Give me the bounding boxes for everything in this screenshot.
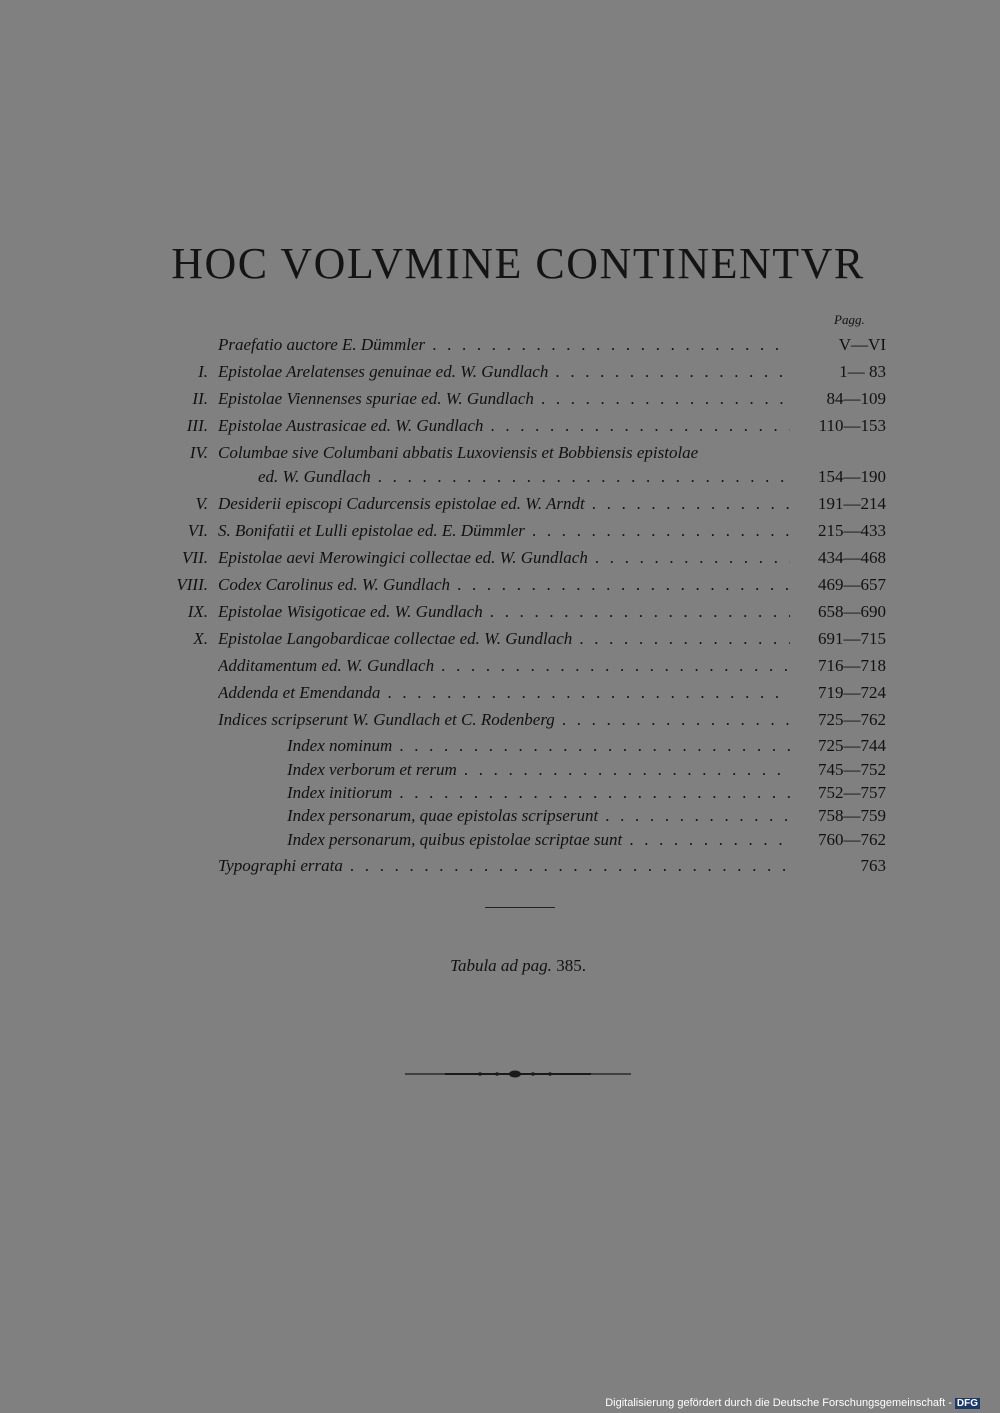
toc-entry-pages: 691—715 [818,629,886,648]
toc-entry-pages: 763 [860,856,886,875]
toc-entry [0,683,1000,707]
toc-entry-pages: 469—657 [818,575,886,594]
toc-entry-title: Addenda et Emendanda . . . [218,683,790,703]
toc-entry [0,736,1000,760]
toc-entry-title: Epistolae aevi Merowingici collectae ed. W. Gundlach . . . [218,548,790,568]
toc-entry [0,443,1000,467]
toc-entry-number: X. [193,629,208,648]
toc-entry [0,521,1000,545]
toc-entry [0,856,1000,880]
toc-entry-title: S. Bonifatii et Lulli epistolae ed. E. Dümmler . . . [218,521,790,541]
toc-entry-number: VIII. [176,575,208,594]
toc-entry-title: Epistolae Viennenses spuriae ed. W. Gundlach . . . [218,389,790,409]
toc-entry-pages: 745—752 [818,760,886,779]
toc-entry-title: Columbae sive Columbani abbatis Luxoviensis et Bobbiensis epistolae [218,443,699,462]
toc-entry-number: VI. [187,521,208,540]
toc-entry-pages: 1— 83 [839,362,886,381]
toc-entry-title: Codex Carolinus ed. W. Gundlach . . . [218,575,790,595]
toc-entry [0,760,1000,784]
toc-entry-number: V. [195,494,208,513]
plate-note-prefix: Tabula ad pag. [450,956,552,975]
toc-entry [0,575,1000,599]
toc-entry-pages: V—VI [838,335,886,354]
toc-entry-title: Index personarum, quae epistolas scripserunt . . . [287,806,790,826]
toc-entry [0,602,1000,626]
plate-note [0,956,1000,976]
plate-note-page: 385. [556,956,586,975]
toc-entry-pages: 84—109 [826,389,886,408]
toc-entry [0,830,1000,854]
page-title: HOC VOLVMINE CONTINENTVR [171,239,865,288]
pages-column-header: Pagg. [834,312,865,327]
toc-entry [0,335,1000,359]
toc-entry [0,656,1000,680]
toc-entry-pages: 752—757 [818,783,886,802]
toc-entry-pages: 725—762 [818,710,886,729]
toc-entry-pages: 719—724 [818,683,886,702]
toc-entry-title: Epistolae Langobardicae collectae ed. W. Gundlach . . . [218,629,790,649]
toc-entry-pages: 716—718 [818,656,886,675]
toc-entry-pages: 110—153 [818,416,886,435]
toc-entry-title: Index verborum et rerum . . . [287,760,790,780]
toc-entry [0,710,1000,734]
toc-entry-pages: 154—190 [818,467,886,486]
toc-entry-title: Additamentum ed. W. Gundlach . . . [218,656,790,676]
toc-entry-pages: 215—433 [818,521,886,540]
toc-entry-title: Epistolae Wisigoticae ed. W. Gundlach . . . [218,602,790,622]
toc-entry-pages: 725—744 [818,736,886,755]
toc-entry-title: Praefatio auctore E. Dümmler . . . [218,335,790,355]
toc-entry-number: III. [186,416,208,435]
toc-entry [0,362,1000,386]
toc-entry-number: I. [198,362,208,381]
divider-rule [485,907,555,908]
toc-entry [0,806,1000,830]
toc-entry-title: Index nominum . . . [287,736,790,756]
toc-entry-number: VII. [182,548,208,567]
toc-entry-title: ed. W. Gundlach . . . [258,467,790,487]
toc-entry-title: Index initiorum . . . [287,783,790,803]
footer-credit [605,1397,980,1409]
toc-entry-pages: 760—762 [818,830,886,849]
toc-entry-pages: 191—214 [818,494,886,513]
toc-entry-title: Typographi errata . . . [218,856,790,876]
toc-entry [0,783,1000,807]
toc-entry [0,389,1000,413]
footer-text: Digitalisierung gefördert durch die Deutsche Forschungsgemeinschaft - [605,1397,952,1409]
toc-entry-title: Epistolae Austrasicae ed. W. Gundlach . . . [218,416,790,436]
toc-entry-title: Epistolae Arelatenses genuinae ed. W. Gundlach . . . [218,362,790,382]
toc-entry [0,548,1000,572]
toc-entry [0,494,1000,518]
dfg-logo: DFG [956,1398,978,1409]
toc-entry-pages: 758—759 [818,806,886,825]
toc-entry [0,467,1000,491]
toc-entry-pages: 658—690 [818,602,886,621]
toc-entry-number: II. [192,389,208,408]
toc-entry [0,416,1000,440]
toc-entry-title: Index personarum, quibus epistolae scriptae sunt . . . [287,830,790,850]
toc-entry-pages: 434—468 [818,548,886,567]
ornament-divider [405,1068,631,1080]
toc-entry [0,629,1000,653]
toc-entry-title: Desiderii episcopi Cadurcensis epistolae ed. W. Arndt . . . [218,494,790,514]
toc-entry-number: IV. [189,443,208,462]
toc-entry-title: Indices scripserunt W. Gundlach et C. Rodenberg . . . [218,710,790,730]
toc-entry-number: IX. [187,602,208,621]
